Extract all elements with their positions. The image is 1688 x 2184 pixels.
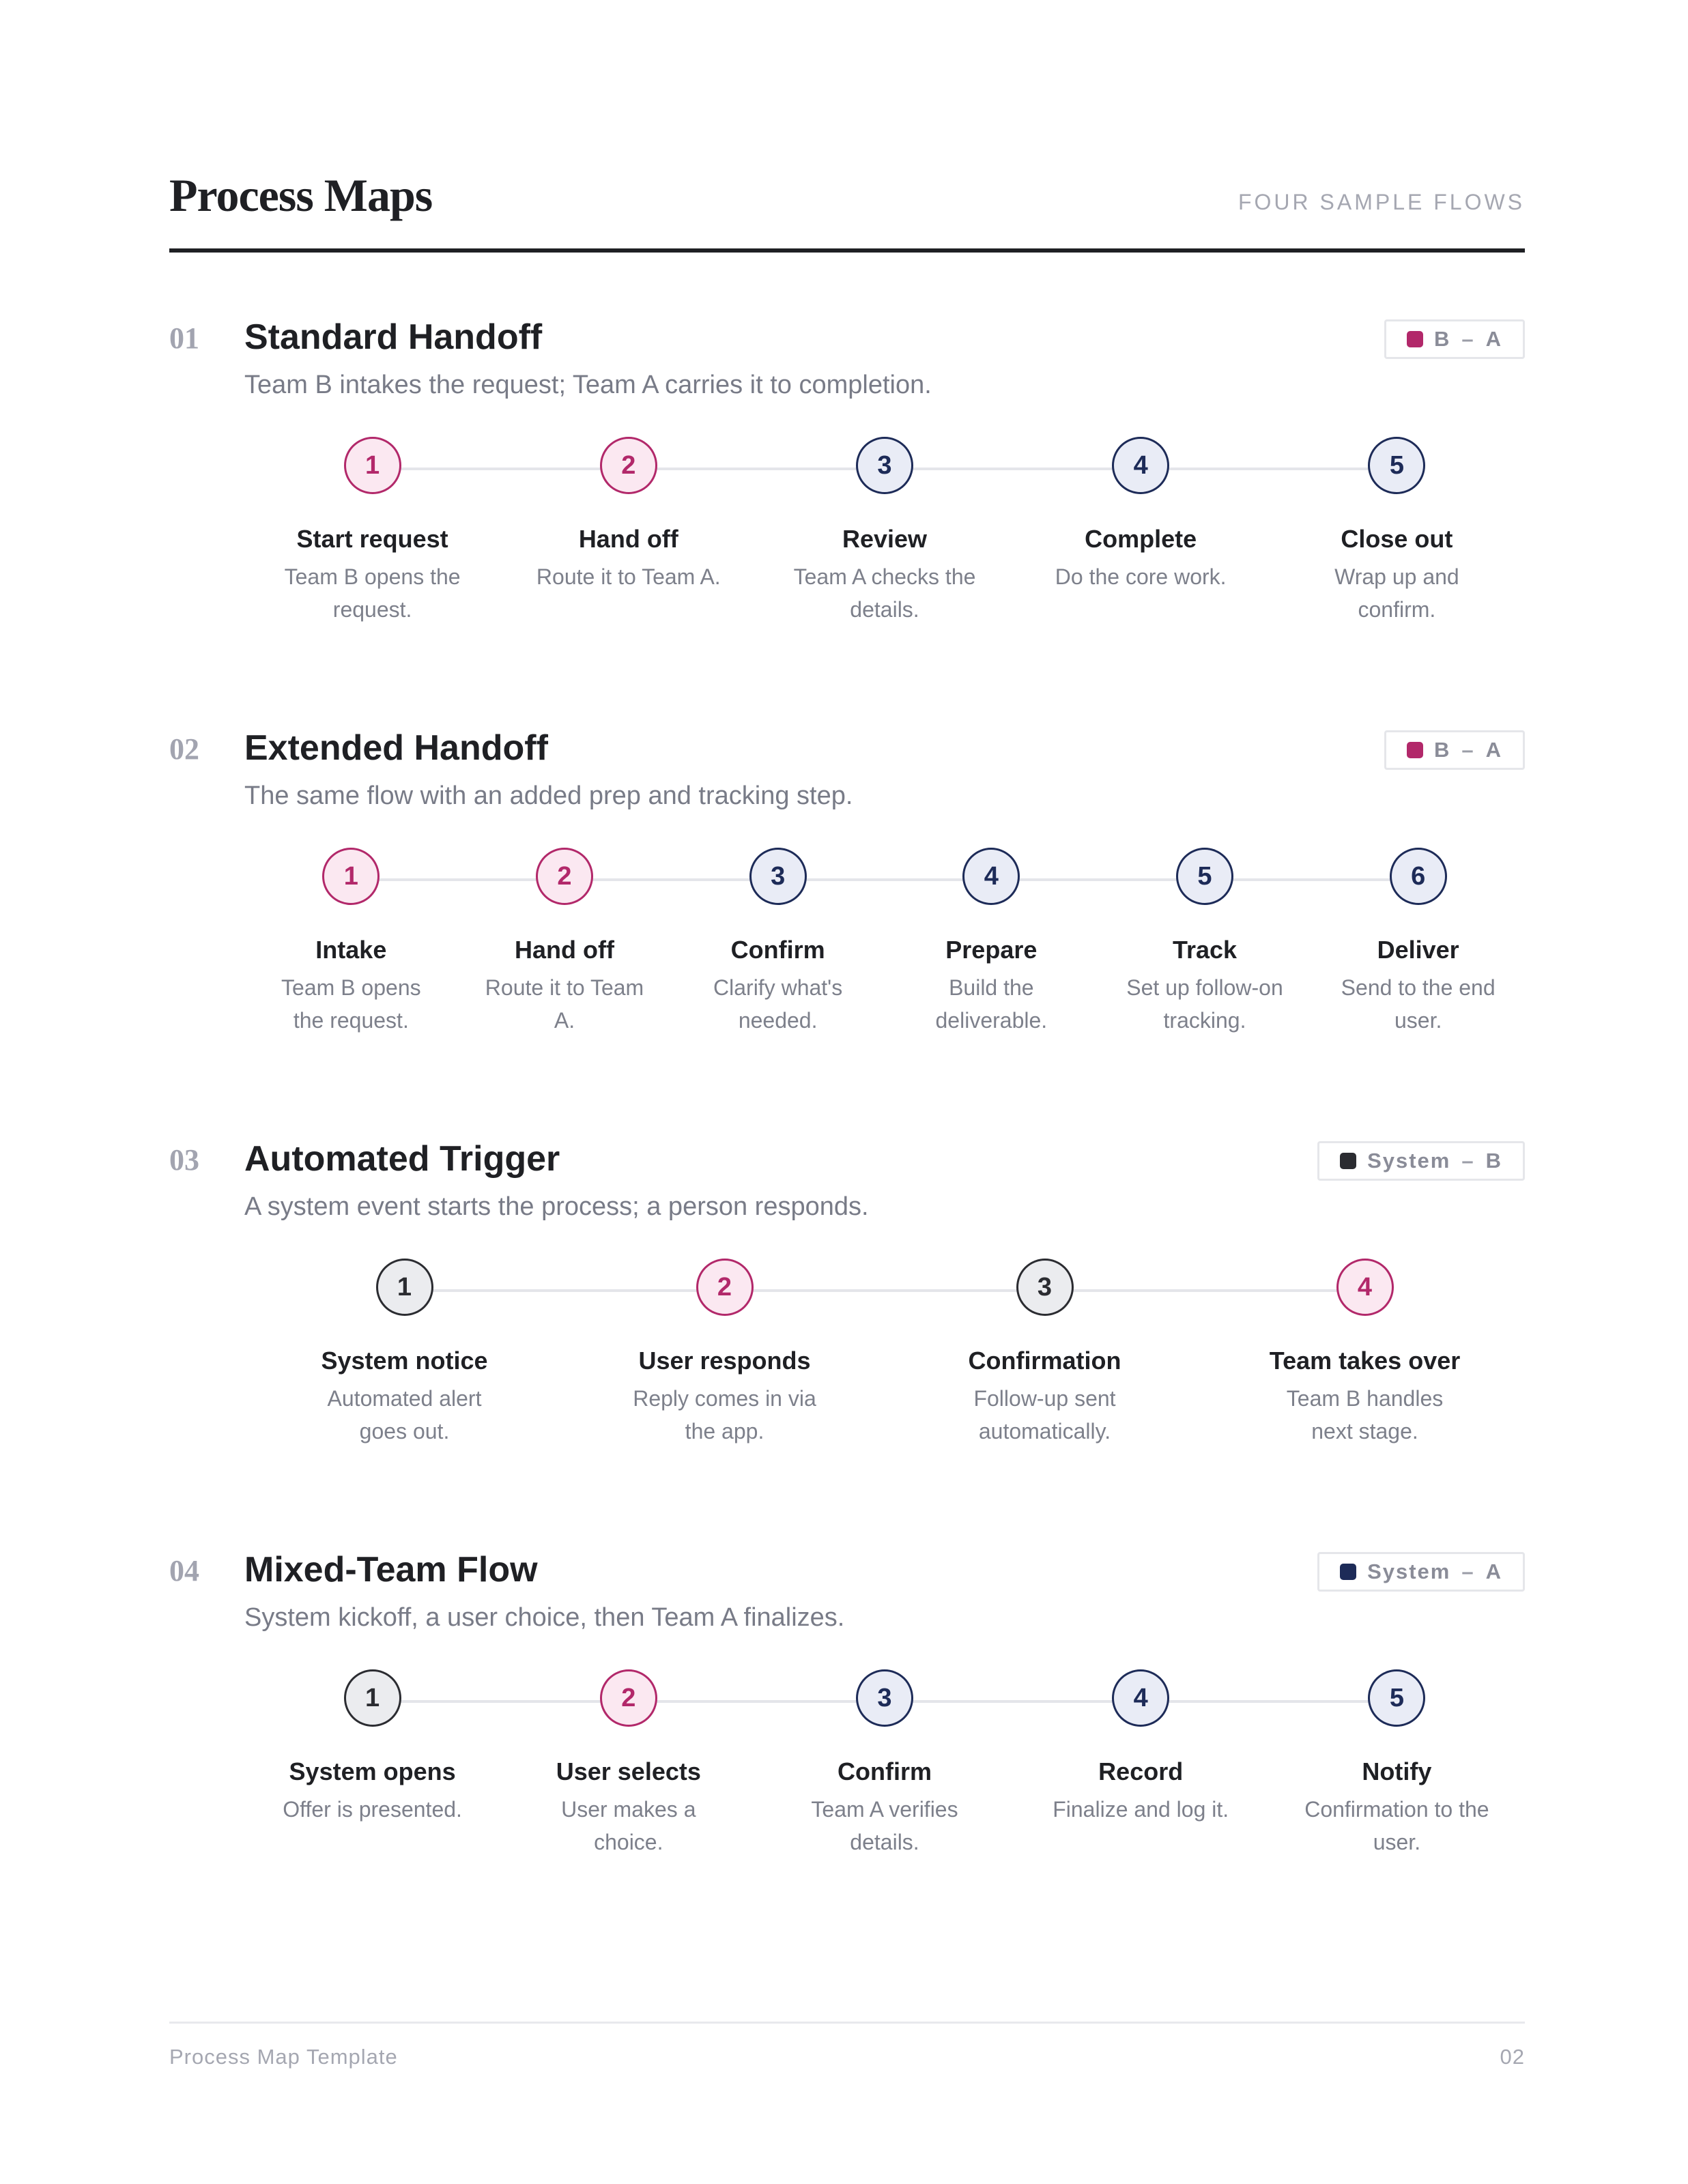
step-number-circle: 6 [1390, 848, 1447, 905]
step-description: Set up follow-on tracking. [1126, 975, 1283, 1033]
step-description: Route it to Team A. [536, 564, 721, 590]
step-label: System opens [289, 1757, 456, 1785]
step-description: Team A verifies details. [811, 1797, 958, 1855]
process-flow [244, 437, 1525, 655]
process-step [270, 437, 475, 626]
step-description: Team B opens the request. [281, 975, 421, 1033]
process-step [1294, 1669, 1499, 1858]
badge-separator: – [1461, 327, 1475, 351]
badge-separator: – [1461, 738, 1475, 762]
badge-from: System [1367, 1560, 1451, 1583]
step-label: Notify [1362, 1757, 1432, 1785]
step-number-circle: 4 [1112, 437, 1169, 494]
process-step [1038, 1669, 1243, 1826]
process-step [526, 437, 731, 593]
team-badge [1317, 1141, 1525, 1181]
process-section [169, 1140, 1525, 1502]
badge-to: A [1485, 738, 1502, 762]
section-title: Automated Trigger [244, 1139, 560, 1179]
section-number: 03 [169, 1143, 199, 1177]
step-number-circle: 3 [856, 437, 913, 494]
step-label: User selects [556, 1757, 701, 1785]
step-number-circle: 1 [376, 1259, 433, 1316]
footer-divider [169, 2022, 1525, 2024]
page-header [169, 161, 1525, 254]
process-step [472, 848, 657, 1037]
process-step [1263, 1259, 1468, 1448]
step-number-circle: 3 [749, 848, 807, 905]
process-step [943, 1259, 1147, 1448]
step-number-circle: 1 [344, 437, 401, 494]
section-title: Extended Handoff [244, 728, 548, 768]
step-description: Offer is presented. [283, 1797, 462, 1822]
section-description: A system event starts the process; a person responds. [244, 1192, 869, 1221]
badge-color-swatch [1407, 331, 1423, 347]
step-description: Build the deliverable. [935, 975, 1048, 1033]
process-step [1113, 848, 1297, 1037]
page-number: 02 [1500, 2045, 1525, 2069]
badge-from: B [1433, 327, 1451, 351]
team-badge [1317, 1552, 1525, 1592]
page-subtitle: FOUR SAMPLE FLOWS [1238, 190, 1525, 214]
step-label: Close out [1341, 525, 1453, 553]
section-title: Standard Handoff [244, 317, 543, 357]
step-number-circle: 1 [344, 1669, 401, 1727]
step-label: Deliver [1377, 936, 1459, 964]
process-step [782, 1669, 987, 1858]
step-description: Clarify what's needed. [713, 975, 843, 1033]
step-label: Track [1172, 936, 1238, 964]
step-number-circle: 5 [1176, 848, 1233, 905]
step-number-circle: 5 [1368, 1669, 1425, 1727]
badge-separator: – [1461, 1560, 1475, 1583]
section-number: 02 [169, 732, 199, 766]
step-label: System notice [321, 1347, 488, 1375]
step-description: Send to the end user. [1341, 975, 1496, 1033]
team-badge [1384, 730, 1525, 770]
step-number-circle: 4 [1336, 1259, 1394, 1316]
process-step [270, 1669, 475, 1826]
badge-color-swatch [1340, 1564, 1356, 1580]
process-flow [244, 1259, 1525, 1477]
step-number-circle: 4 [1112, 1669, 1169, 1727]
step-description: Finalize and log it. [1053, 1797, 1229, 1822]
step-description: Team B handles next stage. [1286, 1386, 1444, 1444]
page [169, 0, 1525, 2184]
section-description: System kickoff, a user choice, then Team A finalizes. [244, 1603, 845, 1632]
step-description: Team B opens the request. [284, 564, 461, 622]
step-label: Record [1098, 1757, 1184, 1785]
step-description: Wrap up and confirm. [1334, 564, 1459, 622]
flow-connector-line [405, 1289, 1365, 1292]
page-title: Process Maps [169, 169, 433, 221]
step-description: Reply comes in via the app. [633, 1386, 816, 1444]
process-step [782, 437, 987, 626]
process-step [1038, 437, 1243, 593]
process-step [1326, 848, 1511, 1037]
badge-color-swatch [1340, 1153, 1356, 1169]
process-flow [244, 1669, 1525, 1888]
step-number-circle: 2 [600, 1669, 657, 1727]
section-title: Mixed-Team Flow [244, 1550, 538, 1590]
step-number-circle: 1 [322, 848, 380, 905]
process-step [686, 848, 870, 1037]
step-description: Team A checks the details. [793, 564, 976, 622]
process-section [169, 318, 1525, 680]
footer-label: Process Map Template [169, 2045, 398, 2069]
step-description: Confirmation to the user. [1304, 1797, 1489, 1855]
step-label: Hand off [578, 525, 678, 553]
step-label: Review [842, 525, 928, 553]
section-description: Team B intakes the request; Team A carries it to completion. [244, 371, 932, 399]
step-label: Confirmation [968, 1347, 1121, 1375]
step-number-circle: 3 [1016, 1259, 1074, 1316]
process-section [169, 1551, 1525, 1912]
step-label: User responds [638, 1347, 811, 1375]
process-step [302, 1259, 507, 1448]
step-label: Intake [315, 936, 387, 964]
step-label: Start request [296, 525, 448, 553]
badge-from: System [1367, 1149, 1451, 1173]
badge-color-swatch [1407, 742, 1423, 758]
step-label: Confirm [730, 936, 825, 964]
team-badge [1384, 319, 1525, 359]
step-description: Route it to Team A. [485, 975, 644, 1033]
header-divider [169, 248, 1525, 253]
step-description: User makes a choice. [561, 1797, 696, 1855]
section-number: 04 [169, 1554, 199, 1587]
step-label: Prepare [945, 936, 1038, 964]
process-step [526, 1669, 731, 1858]
badge-from: B [1433, 738, 1451, 762]
step-description: Automated alert goes out. [327, 1386, 482, 1444]
step-label: Confirm [838, 1757, 932, 1785]
process-step [899, 848, 1083, 1037]
process-step [1294, 437, 1499, 626]
step-label: Complete [1085, 525, 1197, 553]
process-step [259, 848, 443, 1037]
badge-separator: – [1461, 1149, 1475, 1173]
step-label: Team takes over [1269, 1347, 1461, 1375]
section-number: 01 [169, 321, 199, 355]
step-number-circle: 3 [856, 1669, 913, 1727]
badge-to: A [1485, 1560, 1502, 1583]
step-number-circle: 5 [1368, 437, 1425, 494]
process-step [623, 1259, 827, 1448]
process-flow [244, 848, 1525, 1066]
section-description: The same flow with an added prep and tracking step. [244, 781, 853, 810]
step-label: Hand off [515, 936, 614, 964]
step-description: Follow-up sent automatically. [973, 1386, 1116, 1444]
badge-to: B [1485, 1149, 1502, 1173]
step-number-circle: 2 [536, 848, 593, 905]
step-number-circle: 4 [962, 848, 1020, 905]
step-number-circle: 2 [600, 437, 657, 494]
process-section [169, 729, 1525, 1091]
step-number-circle: 2 [696, 1259, 754, 1316]
step-description: Do the core work. [1055, 564, 1227, 590]
badge-to: A [1485, 327, 1502, 351]
